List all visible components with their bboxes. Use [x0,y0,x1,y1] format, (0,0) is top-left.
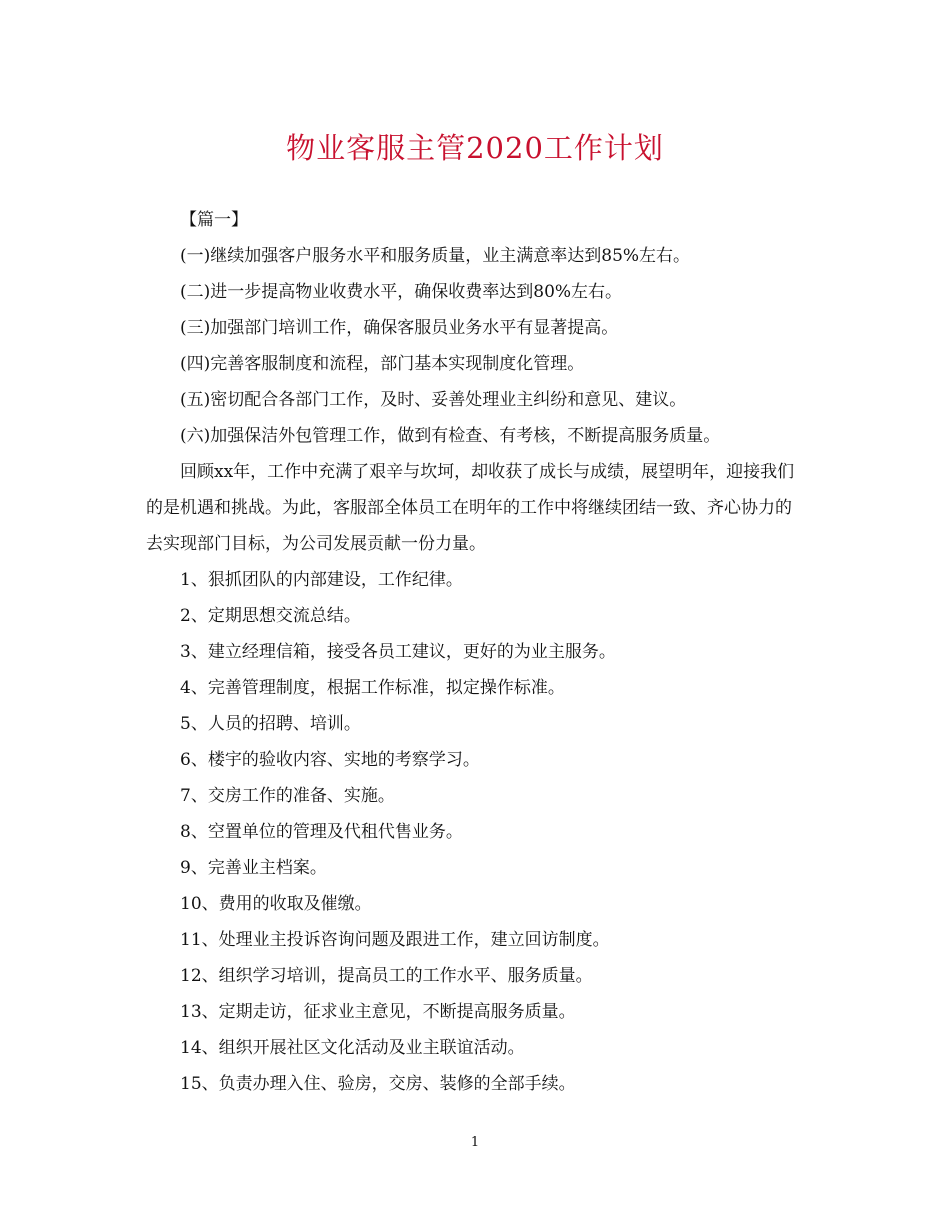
task-item: 8、空置单位的管理及代租代售业务。 [180,822,463,842]
task-item: 1、狠抓团队的内部建设，工作纪律。 [180,570,463,590]
task-item: 6、楼宇的验收内容、实地的考察学习。 [180,750,480,770]
goal-item: (二)进一步提高物业收费水平，确保收费率达到80%左右。 [180,282,623,302]
task-item: 7、交房工作的准备、实施。 [180,786,395,806]
task-item: 14、组织开展社区文化活动及业主联谊活动。 [180,1038,525,1058]
task-item: 4、完善管理制度，根据工作标准，拟定操作标准。 [180,678,565,698]
task-item: 2、定期思想交流总结。 [180,606,361,626]
section-heading: 【篇一】 [180,210,248,230]
task-item: 12、组织学习培训，提高员工的工作水平、服务质量。 [180,966,593,986]
document-title: 物业客服主管2020工作计划 [286,131,664,165]
task-item: 15、负责办理入住、验房，交房、装修的全部手续。 [180,1074,576,1094]
goal-item: (一)继续加强客户服务水平和服务质量，业主满意率达到85%左右。 [180,246,691,266]
review-paragraph: 回顾xx年，工作中充满了艰辛与坎坷，却收获了成长与成绩，展望明年，迎接我们的是机遇和挑战。为此，客服部全体员工在明年的工作中将继续团结一致、齐心协力的去实现部门目标，为公司发展贡献一份力量。 [146,462,795,554]
document-body [146,202,808,1102]
goal-item: (四)完善客服制度和流程，部门基本实现制度化管理。 [180,354,585,374]
goal-item: (三)加强部门培训工作，确保客服员业务水平有显著提高。 [180,318,619,338]
task-item: 9、完善业主档案。 [180,858,327,878]
goal-item: (六)加强保洁外包管理工作，做到有检查、有考核，不断提高服务质量。 [180,426,721,446]
task-item: 5、人员的招聘、培训。 [180,714,361,734]
task-item: 11、处理业主投诉咨询问题及跟进工作，建立回访制度。 [180,930,610,950]
page-number: 1 [470,1135,480,1150]
task-item: 10、费用的收取及催缴。 [180,894,372,914]
task-item: 13、定期走访，征求业主意见，不断提高服务质量。 [180,1002,576,1022]
goal-item: (五)密切配合各部门工作，及时、妥善处理业主纠纷和意见、建议。 [180,390,687,410]
task-item: 3、建立经理信箱，接受各员工建议，更好的为业主服务。 [180,642,616,662]
